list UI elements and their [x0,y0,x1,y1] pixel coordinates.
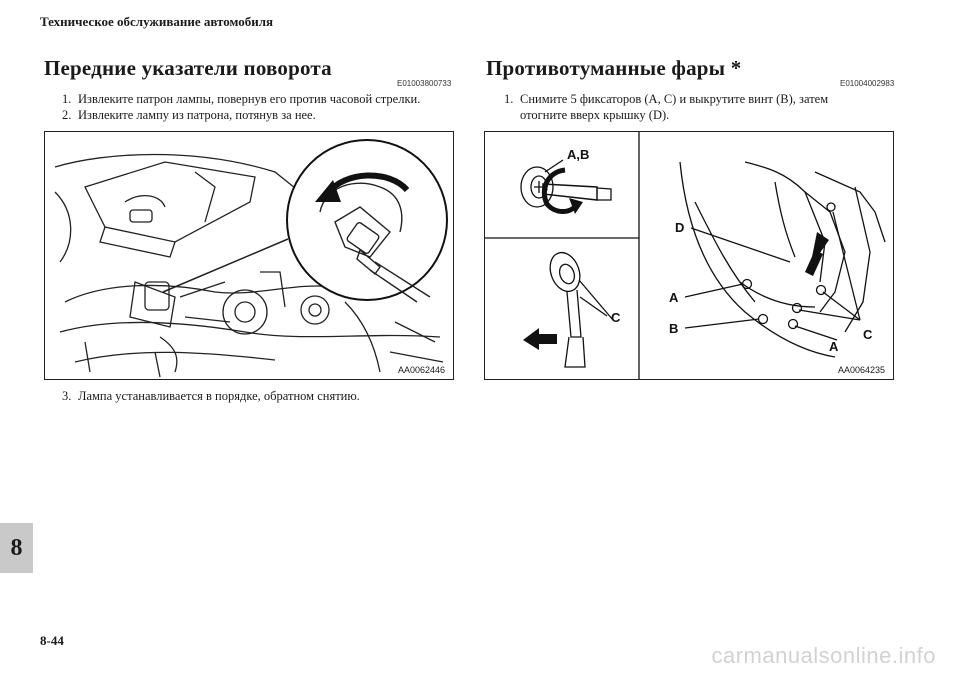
step-number: 3. [62,389,72,403]
step-text: Извлеките лампу из патрона, потянув за нее. [78,108,316,122]
turn-signal-figure [44,131,454,380]
label-a-upper: A [669,290,679,305]
label-b: B [669,321,679,336]
label-a-lower: A [829,339,839,354]
right-section-title: Противотуманные фары * [486,56,742,80]
left-step-2 [62,107,316,123]
step-text-line-1: Снимите 5 фиксаторов (A, C) и выкрутите винт (B), затем [520,92,829,106]
label-c-tool: C [611,310,621,325]
page-number: 8-44 [40,633,64,648]
step-number: 2. [62,108,72,122]
watermark: carmanualsonline.info [711,643,936,668]
section-tab: 8 [0,523,33,573]
running-head: Техническое обслуживание автомобиля [40,14,274,29]
step-text: Извлеките патрон лампы, повернув его против часовой стрелки. [78,92,421,106]
fog-lamp-illustration [485,132,893,379]
label-ab: A,B [567,147,590,162]
fog-lamp-figure [484,131,894,380]
left-step-1 [62,91,420,107]
label-d: D [675,220,685,235]
right-step-1 [504,91,828,107]
right-section-code: E01004002983 [840,79,895,88]
step-number: 1. [62,92,72,106]
step-text: Лампа устанавливается в порядке, обратном снятию. [78,389,360,403]
left-section-code: E01003800733 [397,79,452,88]
left-step-3 [62,388,360,404]
label-c: C [863,327,873,342]
left-section-title: Передние указатели поворота [44,56,332,80]
figure-code: AA0064235 [837,365,885,375]
figure-code: AA0062446 [397,365,445,375]
right-step-1-continued: отогните вверх крышку (D). [520,108,670,122]
turn-signal-illustration [45,132,453,379]
step-number: 1. [504,92,514,106]
